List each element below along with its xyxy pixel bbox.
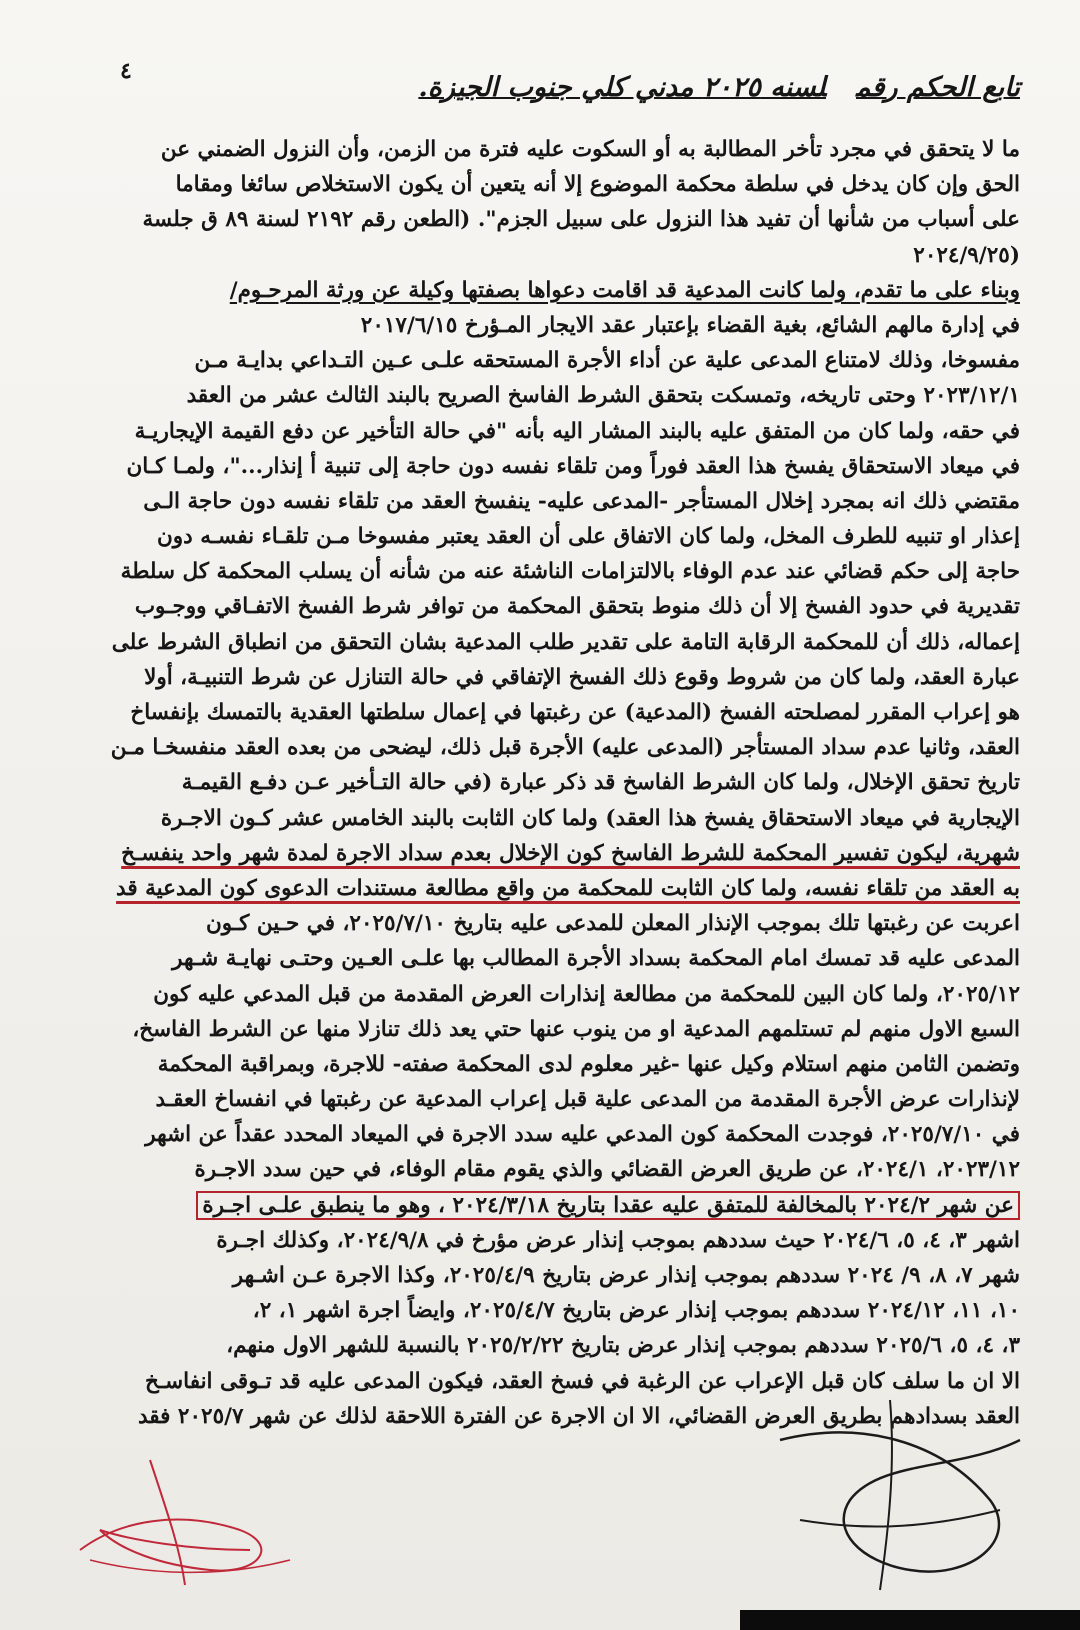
text-line: في حقه، ولما كان من المتفق عليه بالبند المشار اليه بأنه "في حالة التأخير عن دفع القيمة الإيجاريـة (134, 418, 1020, 444)
text-line-underlined-red: به العقد من تلقاء نفسه، ولما كان الثابت للمحكمة من واقع مطالعة مستندات الدعوى كون المدعية قد (116, 875, 1020, 901)
text-line: على أسباب من شأنها أن تفيد هذا النزول على سبيل الجزم". (الطعن رقم ٢١٩٢ لسنة ٨٩ ق جلسة (142, 207, 1020, 233)
highlight-box: عن شهر ٢٠٢٤/٢ بالمخالفة للمتفق عليه عقدا بتاريخ ٢٠٢٤/٣/١٨ ، وهو ما ينطبق علـى اجـرة (196, 1191, 1020, 1220)
text-line: العقد بسدادهم بطريق العرض القضائي، الا ان الاجرة عن الفترة اللاحقة لذلك عن شهر ٢٠٢٥/٧ فقد (137, 1403, 1020, 1429)
text-line: الا ان ما سلف كان قبل الإعراب عن الرغبة في فسخ العقد، فيكون المدعى عليه قد تـوقى انفاسـخ (144, 1368, 1020, 1394)
text-line: وبناء على ما تقدم، ولما كانت المدعية قد اقامت دعواها بصفتها وكيلة عن ورثة المرحـوم/ (229, 277, 1020, 303)
judgment-body (40, 132, 1020, 1434)
text-line-underlined-red: شهرية، ليكون تفسير المحكمة للشرط الفاسخ كون الإخلال بعدم سداد الاجرة لمدة شهر واحد ينفسـخ (121, 840, 1020, 866)
text-line-boxed (40, 1188, 1020, 1223)
text-line: ٢٠٢٥/١٢، ولما كان البين للمحكمة من مطالعة إنذارات العرض المقدمة من قبل المدعي عليه كون (153, 981, 1020, 1007)
text-line: ما لا يتحقق في مجرد تأخر المطالبة به أو السكوت عليه فترة من الزمن، وأن النزول الضمني عن (160, 137, 1020, 162)
text-line: في إدارة مالهم الشائع، بغية القضاء بإعتبار عقد الايجار المـؤرخ ٢٠١٧/٦/١٥ (360, 312, 1020, 338)
text-line: إعذار او تنبيه للطرف المخل، ولما كان الاتفاق على أن العقد يعتبر مفسوخا مـن تلقـاء نفسـه دون (157, 524, 1020, 550)
header-case-year: لسنه ٢٠٢٥ مدني كلي جنوب الجيزة. (418, 72, 826, 103)
text-line: اعربت عن رغبتها تلك بموجب الإنذار المعلن للمدعى عليه بتاريخ ٢٠٢٥/٧/١٠، في حـين كـون (205, 911, 1020, 937)
text-line: تاريخ تحقق الإخلال، ولما كان الشرط الفاسخ قد ذكر عبارة (في حالة التـأخير عـن دفـع القيمـة (181, 770, 1020, 796)
text-line: ٣، ٤، ٥، ٢٠٢٥/٦ سددهم بموجب إنذار عرض بتاريخ ٢٠٢٥/٢/٢٢ بالنسبة للشهر الاول منهم، (226, 1333, 1020, 1359)
text-line: الحق وإن كان يدخل في سلطة محكمة الموضوع إلا أنه يتعين أن يكون الاستخلاص سائغا ومقاما (175, 172, 1020, 198)
text-line: مفسوخا، وذلك لامتناع المدعى علية عن أداء الأجرة المستحقه علـى عـين التـداعي بدايـة مـن (194, 348, 1020, 374)
text-line: المدعى عليه قد تمسك امام المحكمة بسداد الأجرة المطالب بها علـى العـين وحتـى نهايـة شـهر (172, 946, 1020, 972)
text-line: تقديرية في حدود الفسخ إلا أن ذلك منوط بتحقق المحكمة من توافر شرط الفسخ الاتفـاقي ووجـوب (134, 594, 1020, 620)
text-line: العقد، وثانيا عدم سداد المستأجر (المدعى عليه) الأجرة قبل ذلك، ليضحى من بعده العقد منفسخـا مـن (110, 735, 1020, 761)
text-line: ١٠، ١١، ٢٠٢٤/١٢ سددهم بموجب إنذار عرض بتاريخ ٢٠٢٥/٤/٧، وايضاً اجرة اشهر ١، ٢، (252, 1298, 1020, 1324)
text-line: ٢٠٢٣/١٢، ٢٠٢٤/١، عن طريق العرض القضائي والذي يقوم مقام الوفاء، في حين سدد الاجـرة (194, 1157, 1020, 1183)
text-line: وتضمن الثامن منهم استلام وكيل عنها -غير معلوم لدى المحكمة صفته- للاجرة، وبمراقبة المحكمة (157, 1051, 1020, 1077)
page-header (418, 72, 1020, 103)
text-line: في ٢٠٢٥/٧/١٠، فوجدت المحكمة كون المدعي عليه سدد الاجرة في الميعاد المحدد عقداً عن اشهر (145, 1122, 1020, 1148)
text-line: لإنذارات عرض الأجرة المقدمة من المدعى علية قبل إعراب المدعية عن رغبتها في انفساخ العقـد (155, 1087, 1020, 1113)
text-line: السبع الاول منهم لم تستلمهم المدعية او من ينوب عنها حتي يعد ذلك تنازلا منها عن الشرط الفاسخ، (132, 1016, 1020, 1042)
text-line: (٢٠٢٤/٩/٢٥ (913, 242, 1020, 268)
header-judgment-label: تابع الحكم رقم (855, 72, 1020, 103)
text-line: عبارة العقد، ولما كان من شروط وقوع ذلك الفسخ الإتفاقي في حالة التنازل عن شرط التنبيـة، أولا (144, 664, 1020, 690)
text-line: إعماله، ذلك أن للمحكمة الرقابة التامة على تقدير طلب المدعية بشان التحقق من انطباق الشرط على (111, 629, 1020, 655)
text-line: شهر ٧، ٨، ٩/ ٢٠٢٤ سددهم بموجب إنذار عرض بتاريخ ٢٠٢٥/٤/٩، وكذا الاجرة عـن اشـهر (232, 1263, 1020, 1288)
text-line: مقتضي ذلك انه بمجرد إخلال المستأجر -المدعى عليه- ينفسخ العقد من تلقاء نفسه دون حاجة الـى (143, 488, 1020, 514)
text-line: اشهر ٣، ٤، ٥، ٢٠٢٤/٦ حيث سددهم بموجب إنذار عرض مؤرخ في ٢٠٢٤/٩/٨، وكذلك اجـرة (216, 1227, 1020, 1253)
text-line: في ميعاد الاستحقاق يفسخ هذا العقد فوراً ومن تلقاء نفسه دون حاجة إلى تنبية أ إنذار..."، ولمـا كـان (126, 453, 1020, 479)
page-number: ٤ (120, 58, 132, 84)
text-line: حاجة إلى حكم قضائي عند عدم الوفاء بالالتزامات الناشئة عنه من شأنه أن يسلب المحكمة كل سلطة (120, 559, 1020, 585)
text-line: الإيجارية في ميعاد الاستحقاق يفسخ هذا العقد) ولما كان الثابت بالبند الخامس عشر كـون الاجـرة (160, 805, 1020, 831)
text-line: هو إعراب المقرر لمصلحته الفسخ (المدعية) عن رغبتها في إعمال سلطتها العقدية بالتمسك بإنفساخ (130, 700, 1020, 725)
text-line: ٢٠٢٣/١٢/١ وحتى تاريخه، وتمسكت بتحقق الشرط الفاسخ الصريح بالبند الثالث عشر من العقد (186, 383, 1020, 409)
scan-edge (740, 1610, 1080, 1630)
